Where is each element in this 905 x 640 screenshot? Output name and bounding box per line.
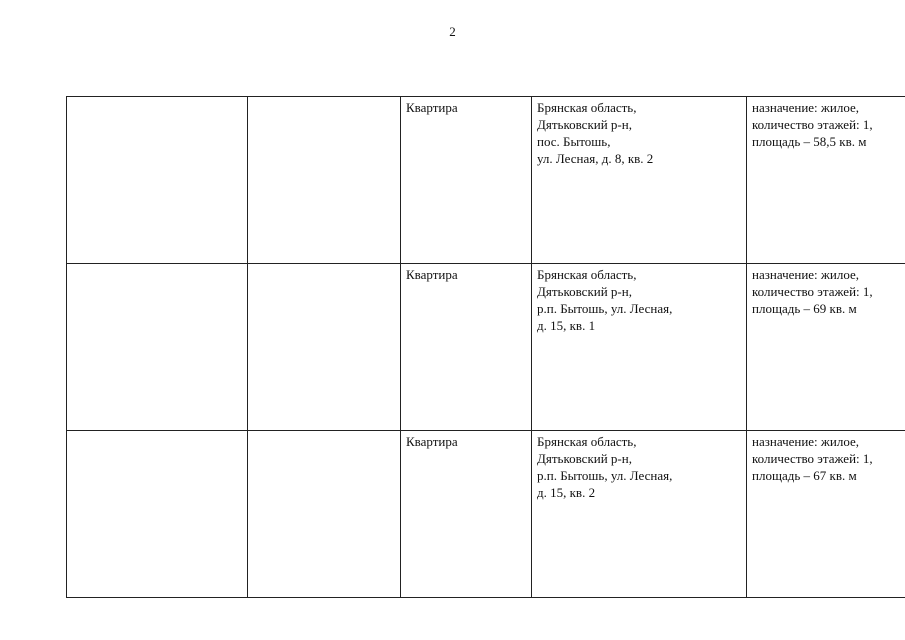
- address-line: Дятьковский р-н,: [537, 117, 632, 132]
- details-line: площадь – 67 кв. м: [752, 468, 857, 483]
- address-line: д. 15, кв. 2: [537, 485, 596, 500]
- property-address-cell: [532, 97, 747, 264]
- property-details-cell: [747, 431, 905, 598]
- table-cell-empty: [248, 431, 401, 598]
- details-line: количество этажей: 1,: [752, 451, 873, 466]
- property-table: [66, 96, 905, 598]
- property-type-cell: Квартира: [401, 264, 532, 431]
- property-type-cell: Квартира: [401, 97, 532, 264]
- page-number: 2: [449, 24, 456, 39]
- property-address-cell: [532, 264, 747, 431]
- property-type-cell: Квартира: [401, 431, 532, 598]
- details-line: назначение: жилое,: [752, 267, 860, 282]
- property-details-cell: [747, 264, 905, 431]
- address-line: Брянская область,: [537, 100, 637, 115]
- details-line: площадь – 69 кв. м: [752, 301, 857, 316]
- address-line: Брянская область,: [537, 267, 637, 282]
- table-cell-empty: [67, 97, 248, 264]
- address-line: р.п. Бытошь, ул. Лесная,: [537, 468, 673, 483]
- property-address-cell: [532, 431, 747, 598]
- address-line: Дятьковский р-н,: [537, 284, 632, 299]
- table-row: [67, 264, 905, 431]
- table-row: [67, 97, 905, 264]
- table-row: [67, 431, 905, 598]
- table-cell-empty: [248, 97, 401, 264]
- table-cell-empty: [67, 431, 248, 598]
- details-line: количество этажей: 1,: [752, 117, 873, 132]
- address-line: пос. Бытошь,: [537, 134, 611, 149]
- property-details-cell: [747, 97, 905, 264]
- details-line: площадь – 58,5 кв. м: [752, 134, 867, 149]
- table-cell-empty: [248, 264, 401, 431]
- table-cell-empty: [67, 264, 248, 431]
- details-line: количество этажей: 1,: [752, 284, 873, 299]
- details-line: назначение: жилое,: [752, 434, 860, 449]
- address-line: р.п. Бытошь, ул. Лесная,: [537, 301, 673, 316]
- address-line: д. 15, кв. 1: [537, 318, 596, 333]
- address-line: Брянская область,: [537, 434, 637, 449]
- details-line: назначение: жилое,: [752, 100, 860, 115]
- address-line: Дятьковский р-н,: [537, 451, 632, 466]
- address-line: ул. Лесная, д. 8, кв. 2: [537, 151, 654, 166]
